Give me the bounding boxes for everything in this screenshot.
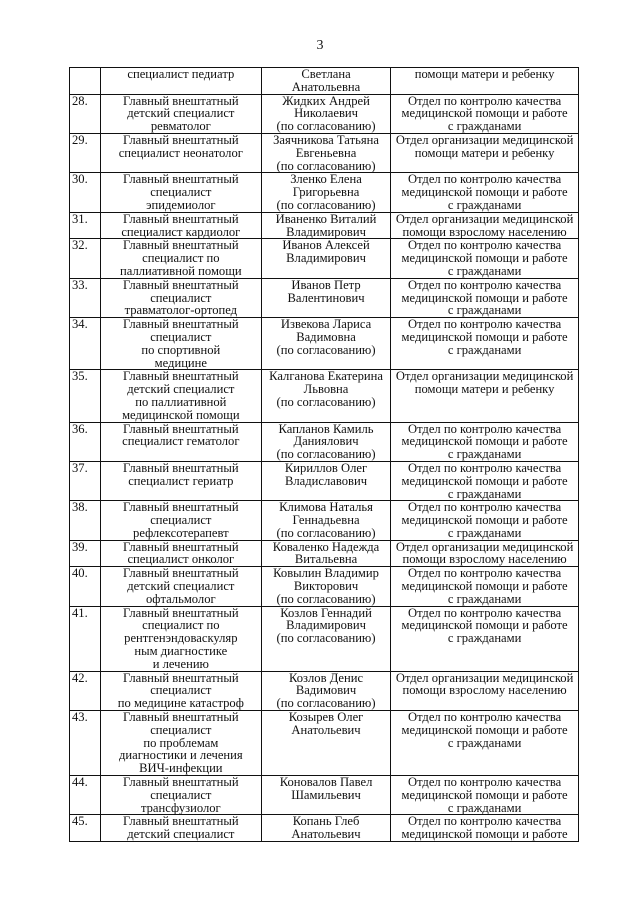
position-cell: [100, 370, 261, 422]
table-row: [70, 567, 579, 606]
department-cell: [391, 422, 579, 461]
row-number-text: 35.: [72, 369, 88, 384]
table-row: [70, 540, 579, 567]
department-line: Отдел организации медицинской: [395, 540, 574, 554]
department-cell: [391, 606, 579, 671]
position-line: Главный внештатный: [123, 540, 239, 554]
position-line: по паллиативной: [135, 394, 227, 409]
person-name-line: Коновалов Павел: [279, 775, 373, 790]
person-name-cell: [261, 540, 390, 567]
position-line: специалист: [150, 290, 212, 305]
row-number-text: 43.: [72, 710, 88, 725]
person-name-cell: [261, 212, 390, 239]
department-line: с гражданами: [447, 342, 522, 357]
person-name-line: (по согласованию): [276, 447, 376, 462]
department-cell: [391, 711, 579, 776]
department-line: медицинской помощи и работе: [401, 513, 568, 528]
department-line: Отдел по контролю качества: [407, 566, 562, 581]
person-name-cell: [261, 94, 390, 133]
department-line: с гражданами: [447, 735, 522, 750]
position-line: офтальмолог: [145, 591, 216, 606]
department-line: Отдел по контролю качества: [407, 775, 562, 790]
person-name-line: (по согласованию): [276, 631, 376, 646]
department-cell: [391, 540, 579, 567]
person-name-cell: [261, 133, 390, 172]
position-cell: [100, 567, 261, 606]
position-line: травматолог-ортопед: [124, 303, 238, 318]
position-line: специалист: [150, 722, 212, 737]
department-line: с гражданами: [447, 197, 522, 212]
person-name-cell: [261, 671, 390, 710]
department-cell: [391, 278, 579, 317]
position-line: детский специалист: [127, 579, 235, 594]
person-name-line: (по согласованию): [276, 696, 376, 711]
department-line: медицинской помощи и работе: [401, 106, 568, 121]
position-line: специалист педиатр: [127, 67, 235, 81]
position-cell: [100, 711, 261, 776]
table-row: [70, 671, 579, 710]
row-number-text: 30.: [72, 172, 88, 187]
person-name-cell: [261, 711, 390, 776]
table-row: [70, 776, 579, 815]
department-line: Отдел по контролю качества: [407, 172, 562, 187]
department-line: Отдел по контролю качества: [407, 814, 562, 829]
department-line: с гражданами: [447, 119, 522, 134]
row-number-text: 40.: [72, 566, 88, 581]
person-name-line: Козырев Олег: [288, 710, 364, 725]
row-number-text: 37.: [72, 461, 88, 475]
row-number-text: 34.: [72, 317, 88, 332]
table-row: [70, 606, 579, 671]
table-row: [70, 94, 579, 133]
position-line: специалист: [150, 513, 212, 528]
row-number: [70, 501, 101, 540]
department-line: с гражданами: [447, 525, 522, 540]
position-line: Главный внештатный: [123, 422, 239, 436]
person-name-cell: [261, 318, 390, 370]
row-number: [70, 212, 101, 239]
department-line: помощи матери и ребенку: [414, 382, 555, 397]
department-line: медицинской помощи и работе: [401, 251, 568, 266]
person-name-line: Григорьевна: [292, 185, 360, 200]
department-line: Отдел по контролю качества: [407, 278, 562, 292]
position-cell: [100, 606, 261, 671]
department-line: Отдел по контролю качества: [407, 238, 562, 253]
position-line: специалист кардиолог: [121, 224, 241, 239]
position-cell: [100, 173, 261, 212]
row-number-text: 28.: [72, 94, 88, 108]
position-cell: [100, 815, 261, 842]
row-number: [70, 278, 101, 317]
person-name-cell: [261, 606, 390, 671]
person-name-line: Владимирович: [286, 251, 366, 266]
person-name-line: (по согласованию): [276, 394, 376, 409]
person-name-line: Владимирович: [286, 618, 366, 633]
position-cell: [100, 318, 261, 370]
row-number: [70, 370, 101, 422]
department-line: с гражданами: [447, 447, 522, 462]
department-cell: [391, 94, 579, 133]
person-name-cell: [261, 461, 390, 500]
person-name-cell: [261, 501, 390, 540]
person-name-cell: [261, 239, 390, 278]
position-line: Главный внештатный: [123, 172, 239, 187]
department-line: помощи взрослому населению: [402, 552, 567, 567]
position-cell: [100, 540, 261, 567]
department-line: с гражданами: [447, 800, 522, 815]
table-row: [70, 422, 579, 461]
person-name-line: Кириллов Олег: [284, 461, 368, 475]
position-line: ным диагностике: [134, 644, 228, 659]
position-line: Главный внештатный: [123, 238, 239, 253]
department-line: с гражданами: [447, 486, 522, 501]
person-name-line: Анатольевна: [291, 79, 361, 94]
person-name-line: Вадимовна: [296, 329, 356, 344]
person-name-line: Шамильевич: [291, 787, 361, 802]
row-number-text: 44.: [72, 775, 88, 790]
person-name-line: Коваленко Надежда: [272, 540, 380, 554]
person-name-line: Валентинович: [287, 290, 365, 305]
department-line: с гражданами: [447, 631, 522, 646]
department-line: Отдел по контролю качества: [407, 500, 562, 515]
person-name-line: Владиславович: [285, 473, 368, 488]
person-name-line: Вадимович: [295, 683, 357, 698]
person-name-line: Климова Наталья: [279, 500, 373, 515]
department-line: Отдел организации медицинской: [395, 369, 574, 384]
position-line: специалист по: [142, 251, 220, 266]
person-name-cell: [261, 370, 390, 422]
position-line: Главный внештатный: [123, 500, 239, 515]
position-line: Главный внештатный: [123, 133, 239, 147]
person-name-line: Капланов Камиль: [278, 422, 374, 436]
row-number: [70, 422, 101, 461]
position-line: специалист гематолог: [122, 434, 240, 449]
position-line: детский специалист: [127, 382, 235, 397]
position-line: Главный внештатный: [123, 278, 239, 292]
position-line: специалист: [150, 683, 212, 698]
table-row: [70, 370, 579, 422]
row-number-text: 31.: [72, 212, 88, 226]
person-name-line: Даниялович: [293, 434, 359, 449]
person-name-line: (по согласованию): [276, 591, 376, 606]
department-line: помощи взрослому населению: [402, 224, 567, 239]
row-number: [70, 815, 101, 842]
table-row: [70, 711, 579, 776]
position-line: Главный внештатный: [123, 671, 239, 685]
department-cell: [391, 501, 579, 540]
position-cell: [100, 671, 261, 710]
department-line: помощи матери и ребенку: [414, 145, 555, 160]
person-name-line: Копань Глеб: [292, 814, 360, 829]
position-cell: [100, 239, 261, 278]
department-line: медицинской помощи и работе: [401, 722, 568, 737]
position-line: Главный внештатный: [123, 94, 239, 108]
row-number: [70, 173, 101, 212]
person-name-line: Иванов Алексей: [282, 238, 370, 253]
person-name-line: (по согласованию): [276, 525, 376, 540]
row-number-text: 39.: [72, 540, 88, 554]
position-line: Главный внештатный: [123, 317, 239, 332]
person-name-line: Львовна: [303, 382, 349, 397]
person-name-cell: [261, 278, 390, 317]
department-line: Отдел по контролю качества: [407, 317, 562, 332]
department-cell: [391, 671, 579, 710]
position-line: по спортивной: [141, 342, 221, 357]
position-line: Главный внештатный: [123, 566, 239, 581]
person-name-line: Иванов Петр: [291, 278, 361, 292]
position-line: Главный внештатный: [123, 710, 239, 725]
position-line: специалист: [150, 329, 212, 344]
department-line: медицинской помощи и работе: [401, 579, 568, 594]
table-row: [70, 239, 579, 278]
person-name-line: Козлов Денис: [288, 671, 364, 685]
position-line: Главный внештатный: [123, 212, 239, 226]
row-number: [70, 68, 101, 95]
table-row: [70, 68, 579, 95]
person-name-line: Калганова Екатерина: [269, 369, 383, 384]
department-line: Отдел по контролю качества: [407, 422, 562, 436]
person-name-line: Козлов Геннадий: [280, 606, 372, 620]
department-cell: [391, 461, 579, 500]
person-name-line: Николаевич: [294, 106, 358, 121]
department-cell: [391, 239, 579, 278]
department-line: Отдел по контролю качества: [407, 94, 562, 108]
row-number-text: 45.: [72, 814, 88, 829]
department-line: с гражданами: [447, 263, 522, 278]
department-line: Отдел по контролю качества: [407, 461, 562, 475]
table-row: [70, 461, 579, 500]
row-number: [70, 606, 101, 671]
department-line: Отдел организации медицинской: [395, 212, 574, 226]
department-cell: [391, 68, 579, 95]
row-number-text: 42.: [72, 671, 88, 685]
position-line: рентгенэндоваскуляр: [124, 631, 238, 646]
person-name-line: Извекова Лариса: [280, 317, 372, 332]
row-number: [70, 671, 101, 710]
position-line: паллиативной помощи: [120, 263, 242, 278]
table-body: [70, 68, 579, 842]
person-name-line: (по согласованию): [276, 197, 376, 212]
department-line: помощи матери и ребенку: [414, 67, 555, 81]
position-cell: [100, 461, 261, 500]
department-line: Отдел организации медицинской: [395, 671, 574, 685]
row-number-text: 41.: [72, 606, 88, 620]
person-name-cell: [261, 776, 390, 815]
department-cell: [391, 173, 579, 212]
position-line: детский специалист: [127, 106, 235, 121]
position-cell: [100, 278, 261, 317]
person-name-line: Владимирович: [286, 224, 366, 239]
department-line: медицинской помощи и работе: [401, 827, 568, 842]
position-cell: [100, 212, 261, 239]
position-line: диагностики и лечения: [118, 748, 243, 763]
table-row: [70, 278, 579, 317]
person-name-line: Викторович: [293, 579, 359, 594]
position-line: Главный внештатный: [123, 606, 239, 620]
department-line: Отдел по контролю качества: [407, 710, 562, 725]
table-row: [70, 501, 579, 540]
table-row: [70, 173, 579, 212]
person-name-cell: [261, 68, 390, 95]
department-cell: [391, 212, 579, 239]
row-number: [70, 133, 101, 172]
department-line: медицинской помощи и работе: [401, 290, 568, 305]
position-line: ВИЧ-инфекции: [139, 761, 223, 776]
department-line: медицинской помощи и работе: [401, 473, 568, 488]
person-name-line: Витальевна: [294, 552, 358, 567]
row-number: [70, 711, 101, 776]
position-line: медицине: [154, 355, 208, 370]
position-line: ревматолог: [150, 119, 211, 134]
department-cell: [391, 133, 579, 172]
row-number-text: 38.: [72, 500, 88, 515]
person-name-line: Ковылин Владимир: [273, 566, 379, 581]
department-line: медицинской помощи и работе: [401, 434, 568, 449]
page-number: 3: [316, 38, 324, 53]
department-cell: [391, 815, 579, 842]
position-line: по медицине катастроф: [117, 696, 244, 711]
position-cell: [100, 68, 261, 95]
position-cell: [100, 94, 261, 133]
department-cell: [391, 567, 579, 606]
position-line: специалист онколог: [127, 552, 235, 567]
row-number-text: 36.: [72, 422, 88, 436]
person-name-line: Анатольевич: [291, 722, 361, 737]
person-name-line: Светлана: [301, 67, 351, 81]
position-line: и лечению: [152, 656, 209, 671]
person-name-line: Жидких Андрей: [282, 94, 370, 108]
department-line: медицинской помощи и работе: [401, 185, 568, 200]
person-name-line: (по согласованию): [276, 158, 376, 173]
position-line: специалист: [150, 185, 212, 200]
row-number-text: 29.: [72, 133, 88, 147]
position-line: медицинской помощи: [122, 407, 240, 422]
position-line: Главный внештатный: [123, 814, 239, 829]
position-cell: [100, 133, 261, 172]
position-line: Главный внештатный: [123, 775, 239, 790]
department-line: помощи взрослому населению: [402, 683, 567, 698]
department-line: Отдел по контролю качества: [407, 606, 562, 620]
department-line: медицинской помощи и работе: [401, 787, 568, 802]
position-line: специалист по: [142, 618, 220, 633]
person-name-cell: [261, 422, 390, 461]
department-cell: [391, 318, 579, 370]
row-number-text: 33.: [72, 278, 88, 292]
person-name-line: (по согласованию): [276, 119, 376, 134]
person-name-cell: [261, 173, 390, 212]
person-name-line: (по согласованию): [276, 342, 376, 357]
person-name-line: Анатольевич: [291, 827, 361, 842]
position-cell: [100, 501, 261, 540]
department-line: с гражданами: [447, 303, 522, 318]
row-number-text: 32.: [72, 238, 88, 253]
table-row: [70, 212, 579, 239]
position-line: рефлексотерапевт: [133, 525, 229, 540]
person-name-cell: [261, 567, 390, 606]
specialists-table: [69, 67, 579, 842]
position-line: трансфузиолог: [140, 800, 221, 815]
position-line: эпидемиолог: [146, 197, 216, 212]
position-line: детский специалист: [127, 827, 235, 842]
position-line: специалист: [150, 787, 212, 802]
person-name-cell: [261, 815, 390, 842]
position-line: по проблемам: [143, 735, 219, 750]
row-number: [70, 567, 101, 606]
department-line: медицинской помощи и работе: [401, 618, 568, 633]
row-number: [70, 318, 101, 370]
position-cell: [100, 422, 261, 461]
table-row: [70, 815, 579, 842]
row-number: [70, 94, 101, 133]
position-line: Главный внештатный: [123, 369, 239, 384]
row-number: [70, 540, 101, 567]
table-row: [70, 133, 579, 172]
position-line: Главный внештатный: [123, 461, 239, 475]
person-name-line: Евгеньевна: [295, 145, 357, 160]
person-name-line: Зленко Елена: [290, 172, 362, 187]
person-name-line: Геннадьевна: [292, 513, 360, 528]
position-cell: [100, 776, 261, 815]
department-line: медицинской помощи и работе: [401, 329, 568, 344]
person-name-line: Иваненко Виталий: [275, 212, 377, 226]
department-line: с гражданами: [447, 591, 522, 606]
row-number: [70, 239, 101, 278]
row-number: [70, 461, 101, 500]
table-row: [70, 318, 579, 370]
position-line: специалист неонатолог: [118, 145, 243, 160]
department-cell: [391, 370, 579, 422]
department-line: Отдел организации медицинской: [395, 133, 574, 147]
person-name-line: Заячникова Татьяна: [273, 133, 379, 147]
row-number: [70, 776, 101, 815]
department-cell: [391, 776, 579, 815]
position-line: специалист гериатр: [128, 473, 234, 488]
